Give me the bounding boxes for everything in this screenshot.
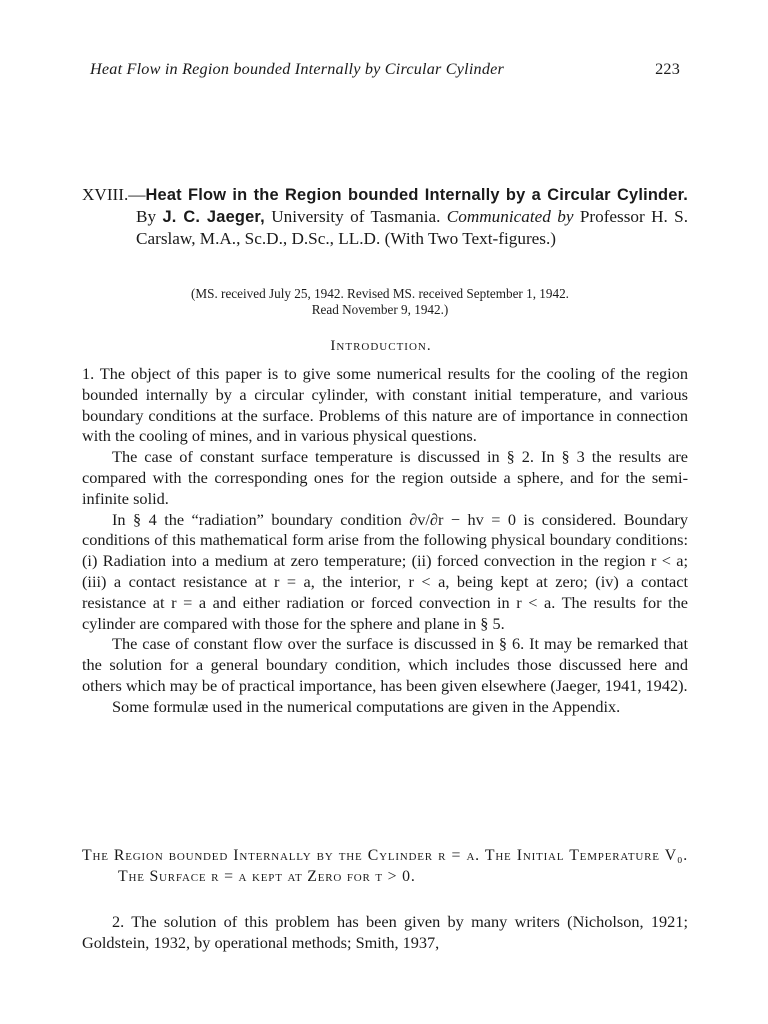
received-line-1: (MS. received July 25, 1942. Revised MS. received September 1, 1942. bbox=[191, 286, 569, 301]
section-2-paragraph: 2. The solution of this problem has been given by many writers (Nicholson, 1921; Goldstein, 1932, by operational methods; Smith, 1937, bbox=[82, 912, 688, 952]
author-affiliation: University of Tasmania. bbox=[271, 207, 441, 226]
article-title-block bbox=[82, 184, 688, 249]
article-title: Heat Flow in the Region bounded Internally by a Circular Cylinder. bbox=[145, 186, 688, 204]
running-title: Heat Flow in Region bounded Internally by Circular Cylinder bbox=[90, 60, 505, 78]
received-dates bbox=[130, 286, 630, 318]
intro-paragraph-1: 1. The object of this paper is to give some numerical results for the cooling of the region bounded internally by a circular cylinder, with constant initial temperature, and various boundary conditions at the surface. Problems of this nature are of importance in connection with the cooling of mines, and in various physical questions. bbox=[82, 364, 688, 446]
running-head bbox=[82, 60, 680, 79]
by-label: By bbox=[136, 207, 157, 226]
introduction-heading: Introduction. bbox=[330, 338, 432, 354]
article-heading bbox=[82, 184, 688, 249]
figures-note: (With Two Text-figures.) bbox=[384, 229, 557, 248]
section-2-heading: The Region bounded Internally by the Cylinder r = a. The Initial Temperature V₀. The Surface r = a kept at Zero for t > 0. bbox=[82, 847, 688, 885]
introduction-body bbox=[82, 364, 688, 718]
intro-paragraph-2: The case of constant surface temperature is discussed in § 2. In § 3 the results are compared with the corresponding ones for the region outside a sphere, and for the semi-infinite solid. bbox=[82, 447, 688, 508]
received-line-2: Read November 9, 1942.) bbox=[311, 302, 449, 317]
page-number: 223 bbox=[655, 60, 680, 78]
article-number: XVIII.— bbox=[82, 185, 146, 204]
paper-page bbox=[82, 0, 688, 1024]
intro-paragraph-5: Some formulæ used in the numerical computations are given in the Appendix. bbox=[112, 696, 621, 716]
communicator: Professor H. S. Carslaw, M.A., Sc.D., D.Sc., LL.D. bbox=[136, 207, 689, 248]
author-name: J. C. Jaeger, bbox=[162, 208, 265, 226]
section-2-body bbox=[82, 912, 688, 954]
communicated-by-label: Communicated by bbox=[446, 207, 574, 226]
intro-paragraph-4: The case of constant flow over the surface is discussed in § 6. It may be remarked that the solution for a general boundary condition, which includes those discussed here and others which may be of practical importance, has been given elsewhere (Jaeger, 1941, 1942). bbox=[82, 634, 688, 695]
intro-paragraph-3: In § 4 the “radiation” boundary condition ∂v/∂r − hv = 0 is considered. Boundary conditions of this mathematical form arise from the following physical boundary conditions: (i) Radiation into a medium at zero temperature; (ii) forced convection in the region r < a; (iii) a contact resistance at r = a, the interior, r < a, being kept at zero; (iv) a contact resistance at r = a and either radiation or forced convection in r < a. The results for the cylinder are compared with those for the sphere and plane in § 5. bbox=[82, 509, 688, 633]
